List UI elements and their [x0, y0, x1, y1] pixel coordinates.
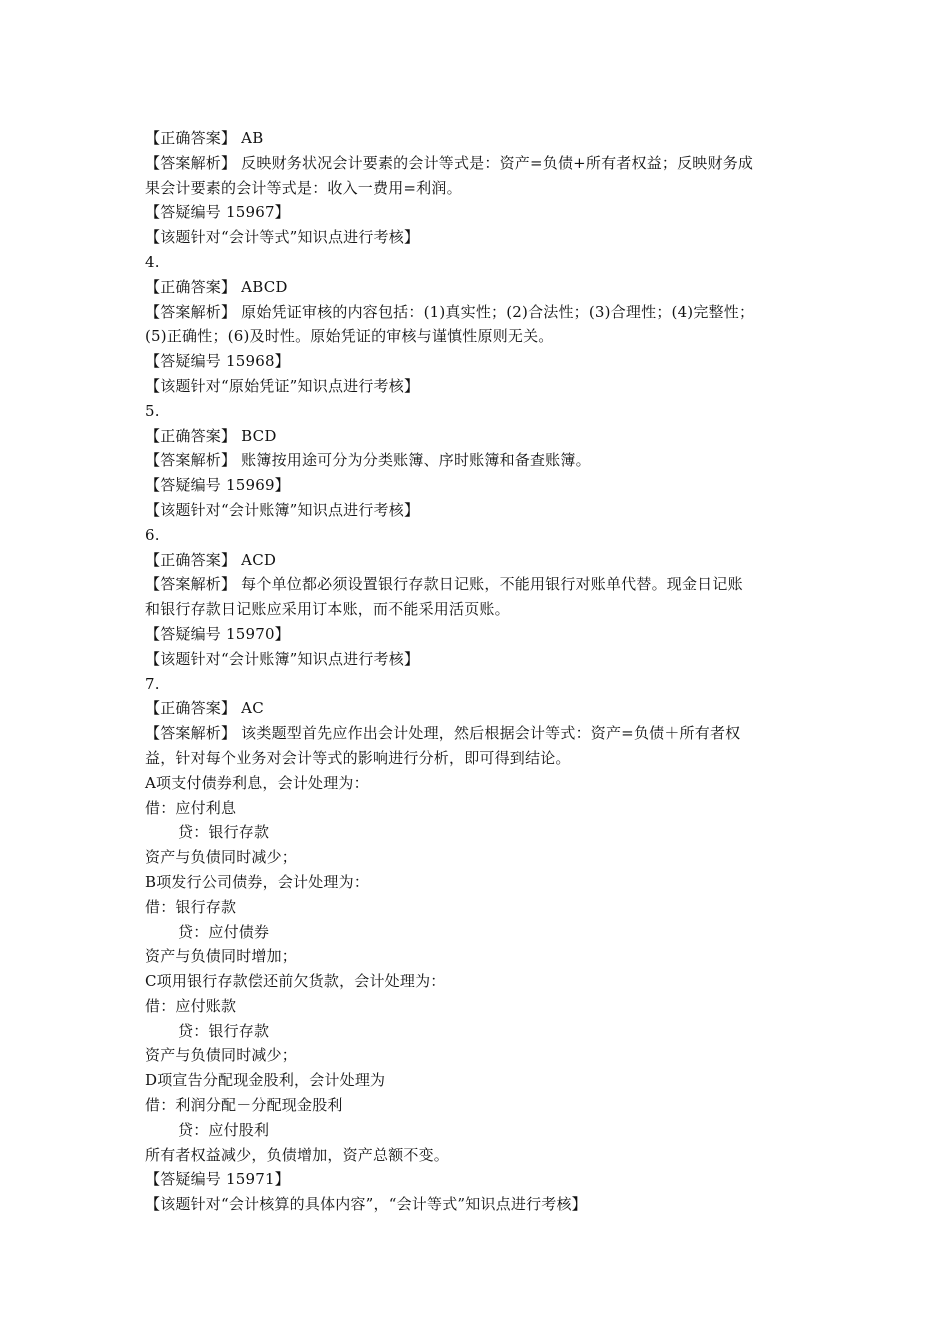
answer-q5: 【正确答案】 BCD: [145, 426, 277, 445]
question-number-4: 4.: [145, 252, 160, 271]
question-number-6: 6.: [145, 525, 160, 544]
analysis-q5-line1: 【答案解析】 账簿按用途可分为分类账簿、序时账簿和备查账簿。: [145, 451, 591, 470]
topic-q7: 【该题针对“会计核算的具体内容”，“会计等式”知识点进行考核】: [145, 1195, 587, 1214]
item-c-debit: 借：应付账款: [145, 996, 237, 1015]
item-b-credit: 贷：应付债券: [178, 922, 270, 941]
item-c-heading: C项用银行存款偿还前欠货款，会计处理为：: [145, 972, 446, 991]
answer-q7: 【正确答案】 AC: [145, 699, 264, 718]
item-a-heading: A项支付债券利息，会计处理为：: [145, 773, 369, 792]
question-number-7: 7.: [145, 674, 160, 693]
question-number-5: 5.: [145, 401, 160, 420]
item-d-heading: D项宣告分配现金股利，会计处理为: [145, 1071, 386, 1090]
analysis-q7-line1: 【答案解析】 该类题型首先应作出会计处理，然后根据会计等式：资产=负债＋所有者权: [145, 724, 741, 743]
item-a-result: 资产与负债同时减少；: [145, 848, 298, 867]
analysis-q3-line1: 【答案解析】 反映财务状况会计要素的会计等式是：资产=负债+所有者权益；反映财务成: [145, 153, 754, 172]
item-b-heading: B项发行公司债券，会计处理为：: [145, 872, 370, 891]
item-d-debit: 借：利润分配－分配现金股利: [145, 1096, 343, 1115]
item-b-result: 资产与负债同时增加；: [145, 947, 298, 966]
item-c-result: 资产与负债同时减少；: [145, 1046, 298, 1065]
faq-number-q6: 【答疑编号 15970】: [145, 624, 290, 643]
faq-number-q5: 【答疑编号 15969】: [145, 476, 290, 495]
faq-number-q4: 【答疑编号 15968】: [145, 352, 290, 371]
analysis-q6-line1: 【答案解析】 每个单位都必须设置银行存款日记账，不能用银行对账单代替。现金日记账: [145, 575, 743, 594]
analysis-q4-line1: 【答案解析】 原始凭证审核的内容包括：(1)真实性；(2)合法性；(3)合理性；(4)完整性；: [145, 302, 755, 321]
faq-number-q3: 【答疑编号 15967】: [145, 203, 290, 222]
topic-q4: 【该题针对“原始凭证”知识点进行考核】: [145, 376, 420, 395]
answer-q3: 【正确答案】 AB: [145, 129, 264, 147]
item-a-debit: 借：应付利息: [145, 798, 237, 817]
item-a-credit: 贷：银行存款: [178, 823, 270, 842]
document-page: [145, 126, 825, 1217]
item-d-result: 所有者权益减少，负债增加，资产总额不变。: [145, 1145, 450, 1164]
analysis-q6-line2: 和银行存款日记账应采用订本账，而不能采用活页账。: [145, 600, 510, 619]
analysis-q3-line2: 果会计要素的会计等式是：收入一费用=利润。: [145, 178, 462, 197]
item-c-credit: 贷：银行存款: [178, 1021, 270, 1040]
topic-q6: 【该题针对“会计账簿”知识点进行考核】: [145, 649, 420, 668]
answer-q4: 【正确答案】 ABCD: [145, 277, 288, 296]
analysis-q7-line2: 益，针对每个业务对会计等式的影响进行分析，即可得到结论。: [145, 748, 571, 767]
faq-number-q7: 【答疑编号 15971】: [145, 1170, 290, 1189]
item-b-debit: 借：银行存款: [145, 897, 237, 916]
topic-q5: 【该题针对“会计账簿”知识点进行考核】: [145, 500, 420, 519]
analysis-q4-line2: (5)正确性；(6)及时性。原始凭证的审核与谨慎性原则无关。: [145, 327, 554, 346]
answer-q6: 【正确答案】 ACD: [145, 550, 277, 569]
item-d-credit: 贷：应付股利: [178, 1120, 270, 1139]
topic-q3: 【该题针对“会计等式”知识点进行考核】: [145, 228, 420, 247]
